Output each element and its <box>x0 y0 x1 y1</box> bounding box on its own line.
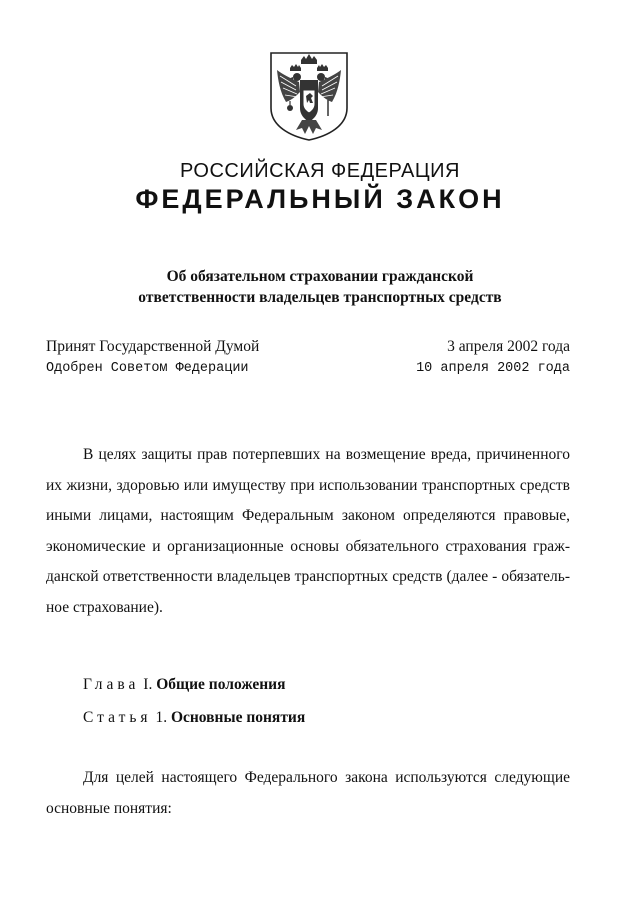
chapter-title: Общие положения <box>156 676 286 693</box>
paragraph-line: их жизни, здоровью или имуществу при использовании транспортных средств <box>46 476 570 494</box>
article-title: Основные понятия <box>170 709 306 726</box>
adoption-council-row <box>46 361 570 383</box>
law-title-line: Об обязательном страховании гражданской <box>166 268 474 285</box>
paragraph-line: Для целей настоящего Федерального закона используются следующие <box>83 769 570 786</box>
adoption-duma-label: Принят Государственной Думой <box>46 338 260 355</box>
law-title-line: ответственности владельцев транспортных средств <box>138 289 502 306</box>
paragraph-line: иными лицами, настоящим Федеральным законом определяются правовые, <box>46 507 570 524</box>
chapter-prefix: Глава <box>83 676 140 693</box>
adoption-council-label: Одобрен Советом Федерации <box>46 361 249 376</box>
paragraph-line: экономические и организационные основы обязательного страхования граж- <box>46 537 570 555</box>
document-type: ФЕДЕРАЛЬНЫЙ ЗАКОН <box>135 184 505 214</box>
chapter-number: I. <box>143 676 153 693</box>
adoption-duma-date: 3 апреля 2002 года <box>447 338 570 355</box>
paragraph-line: данской ответственности владельцев транспортных средств (далее - обязатель- <box>46 568 570 585</box>
paragraph-line: ное страхование). <box>46 598 163 616</box>
article-number: 1. <box>155 709 168 726</box>
adoption-council-date: 10 апреля 2002 года <box>416 361 570 376</box>
law-title <box>0 266 640 308</box>
article-heading <box>83 709 305 727</box>
paragraph-line: основные понятия: <box>46 799 172 817</box>
article-prefix: Статья <box>83 709 152 726</box>
article-paragraph <box>46 763 570 824</box>
preamble-paragraph <box>46 440 570 623</box>
paragraph-line: В целях защиты прав потерпевших на возмещение вреда, причиненного <box>83 446 570 463</box>
chapter-heading <box>83 676 285 694</box>
country-name: РОССИЙСКАЯ ФЕДЕРАЦИЯ <box>180 160 460 182</box>
russian-coat-of-arms-icon <box>268 50 350 142</box>
adoption-duma-row <box>46 338 570 360</box>
